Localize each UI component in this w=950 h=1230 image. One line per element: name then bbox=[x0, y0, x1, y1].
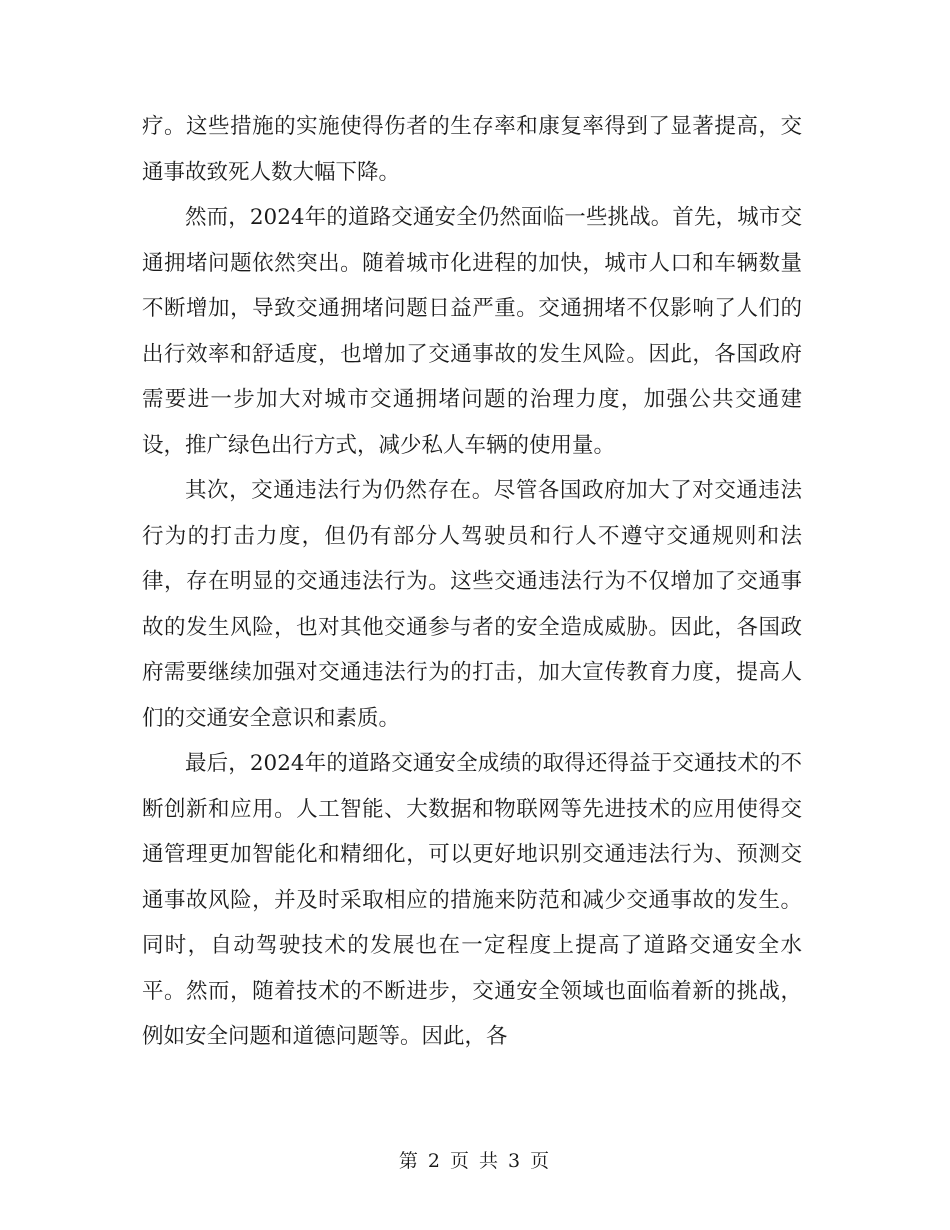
document-body bbox=[142, 104, 802, 1060]
page-number-footer: 第 2 页 共 3 页 bbox=[398, 1150, 552, 1172]
paragraph-1: 疗。这些措施的实施使得伤者的生存率和康复率得到了显著提高，交通事故致死人数大幅下降。 bbox=[142, 114, 802, 185]
paragraph-4: 最后，2024年的道路交通安全成绩的取得还得益于交通技术的不断创新和应用。人工智能、大数据和物联网等先进技术的应用使得交通管理更加智能化和精细化，可以更好地识别交通违法行为、预测交通事故风险，并及时采取相应的措施来防范和减少交通事故的发生。同时，自动驾驶技术的发展也在一定程度上提高了道路交通安全水平。然而，随着技术的不断进步，交通安全领域也面临着新的挑战，例如安全问题和道德问题等。因此，各 bbox=[142, 751, 802, 1049]
paragraph-3: 其次，交通违法行为仍然存在。尽管各国政府加大了对交通违法行为的打击力度，但仍有部分人驾驶员和行人不遵守交通规则和法律，存在明显的交通违法行为。这些交通违法行为不仅增加了交通事故的发生风险，也对其他交通参与者的安全造成威胁。因此，各国政府需要继续加强对交通违法行为的打击，加大宣传教育力度，提高人们的交通安全意识和素质。 bbox=[142, 478, 802, 731]
paragraph-2: 然而，2024年的道路交通安全仍然面临一些挑战。首先，城市交通拥堵问题依然突出。随着城市化进程的加快，城市人口和车辆数量不断增加，导致交通拥堵问题日益严重。交通拥堵不仅影响了人们的出行效率和舒适度，也增加了交通事故的发生风险。因此，各国政府需要进一步加大对城市交通拥堵问题的治理力度，加强公共交通建设，推广绿色出行方式，减少私人车辆的使用量。 bbox=[142, 205, 802, 458]
